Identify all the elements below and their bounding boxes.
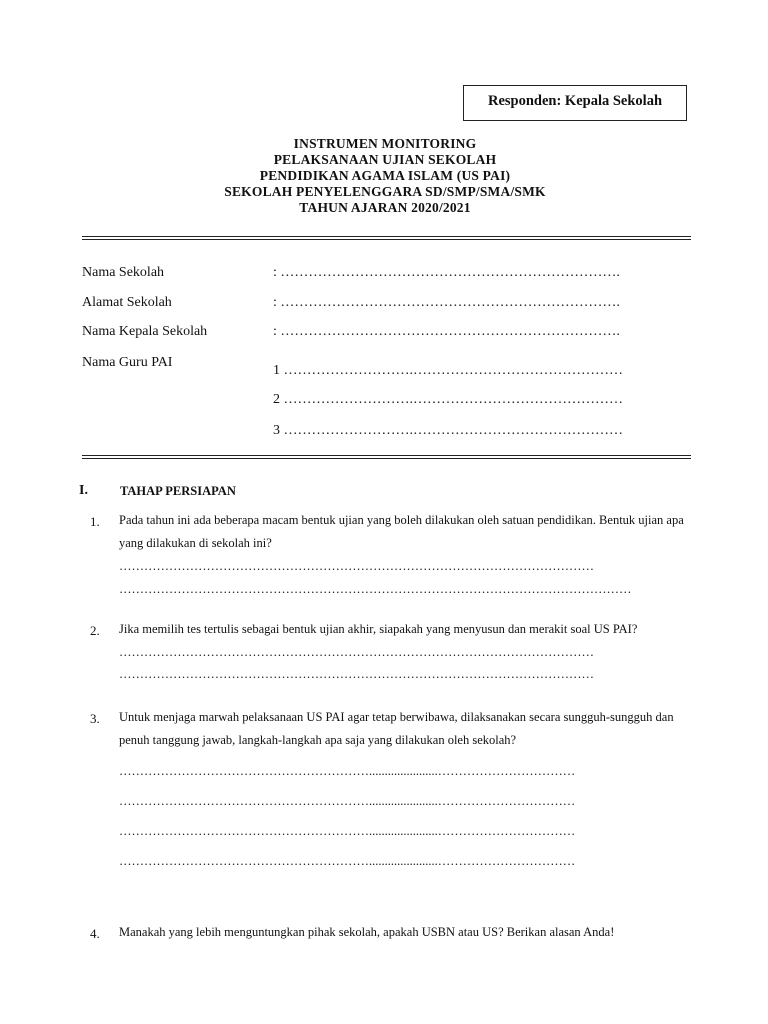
question-4-number: 4. — [90, 926, 100, 941]
double-divider-top — [82, 236, 691, 240]
question-1-answer-line[interactable]: …………………………………………………………………………………………………………… — [119, 582, 632, 596]
title-line: PENDIDIKAN AGAMA ISLAM (US PAI) — [259, 168, 511, 183]
title-line: SEKOLAH PENYELENGGARA SD/SMP/SMA/SMK — [224, 184, 546, 199]
field-label-nama-guru-pai: Nama Guru PAI — [82, 355, 173, 370]
question-4-text: Manakah yang lebih menguntungkan pihak sekolah, apakah USBN atau US? Berikan alasan Anda! — [119, 925, 615, 939]
question-2-answer-line[interactable]: …………………………………………………………………………………………………… — [119, 645, 594, 659]
question-3-answer-line[interactable]: ……………………………………………………......................…………………………… — [119, 794, 576, 808]
field-label-alamat-sekolah: Alamat Sekolah — [82, 295, 172, 310]
question-2-number: 2. — [90, 623, 100, 638]
title-line: TAHUN AJARAN 2020/2021 — [299, 200, 471, 215]
question-3-answer-line[interactable]: ……………………………………………………......................…………………………… — [119, 764, 576, 778]
double-divider-bottom — [82, 455, 691, 459]
guru-pai-line-1[interactable]: 1 ……………………….……………………………………… — [273, 363, 623, 378]
question-2-text: Jika memilih tes tertulis sebagai bentuk ujian akhir, siapakah yang menyusun dan merakit soal US PAI? — [119, 622, 638, 636]
question-3-answer-line[interactable]: ……………………………………………………......................…………………………… — [119, 854, 576, 868]
guru-pai-line-3[interactable]: 3 ……………………….……………………………………… — [273, 423, 623, 438]
respondent-box: Responden: Kepala Sekolah — [463, 85, 687, 121]
question-3-text: Untuk menjaga marwah pelaksanaan US PAI agar tetap berwibawa, dilaksanakan secara sungguh-sungguh dan penuh tanggung jawab, langkah-langkah apa saja yang dilakukan oleh sekolah? — [119, 710, 674, 747]
field-label-nama-sekolah: Nama Sekolah — [82, 265, 165, 280]
question-1-text: Pada tahun ini ada beberapa macam bentuk ujian yang boleh dilakukan oleh satuan pendidikan. Bentuk ujian apa yang dilakukan di sekolah ini? — [119, 513, 684, 550]
field-label-nama-kepala-sekolah: Nama Kepala Sekolah — [82, 324, 208, 339]
title-line: PELAKSANAAN UJIAN SEKOLAH — [273, 152, 497, 167]
question-3-number: 3. — [90, 711, 100, 726]
question-3-answer-line[interactable]: ……………………………………………………......................…………………………… — [119, 824, 576, 838]
section-title: TAHAP PERSIAPAN — [120, 484, 236, 498]
field-value-nama-sekolah[interactable]: : ………………………………………………………………. — [273, 265, 620, 280]
title-line: INSTRUMEN MONITORING — [293, 136, 477, 151]
document-title — [180, 136, 590, 216]
question-1-number: 1. — [90, 514, 100, 529]
question-2-answer-line[interactable]: …………………………………………………………………………………………………… — [119, 667, 594, 681]
field-value-alamat-sekolah[interactable]: : ………………………………………………………………. — [273, 295, 620, 310]
question-1-answer-line[interactable]: …………………………………………………………………………………………………… — [119, 559, 594, 573]
section-number: I. — [79, 483, 88, 498]
guru-pai-line-2[interactable]: 2 ……………………….……………………………………… — [273, 392, 623, 407]
field-value-nama-kepala-sekolah[interactable]: : ………………………………………………………………. — [273, 324, 620, 339]
